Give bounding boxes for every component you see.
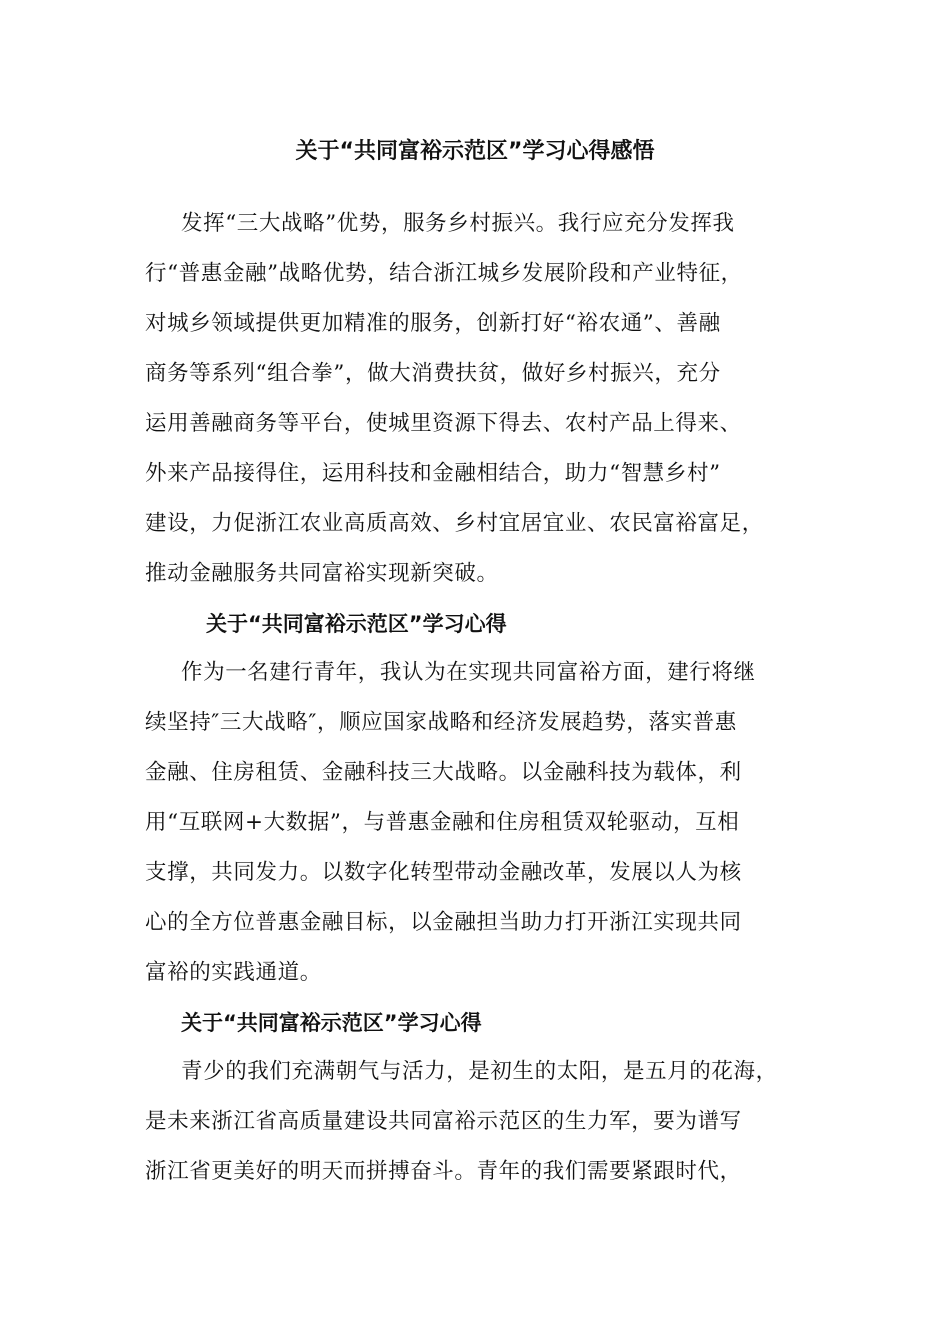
paragraph-line: 推动金融服务共同富裕实现新突破。 — [145, 561, 499, 586]
paragraph-line: 富裕的实践通道。 — [145, 960, 322, 985]
paragraph-line: 支撑，共同发力。以数字化转型带动金融改革，发展以人为核 — [145, 860, 742, 885]
paragraph-line: 心的全方位普惠金融目标，以金融担当助力打开浙江实现共同 — [145, 910, 742, 935]
paragraph-line: 行“普惠金融”战略优势，结合浙江城乡发展阶段和产业特征， — [145, 261, 743, 286]
document-title: 关于“共同富裕示范区”学习心得感悟 — [295, 139, 655, 164]
paragraph-line: 作为一名建行青年，我认为在实现共同富裕方面，建行将继 — [181, 660, 756, 685]
paragraph-line: 是未来浙江省高质量建设共同富裕示范区的生力军，要为谱写 — [145, 1109, 742, 1134]
paragraph-line: 建设，力促浙江农业高质高效、乡村宜居宜业、农民富裕富足， — [145, 511, 764, 536]
paragraph-line: 商务等系列“组合拳”，做大消费扶贫，做好乡村振兴，充分 — [145, 361, 721, 386]
paragraph-line: 青少的我们充满朝气与活力，是初生的太阳，是五月的花海， — [181, 1059, 778, 1084]
paragraph-line: 外来产品接得住，运用科技和金融相结合，助力“智慧乡村” — [145, 461, 721, 486]
paragraph-line: 浙江省更美好的明天而拼搏奋斗。青年的我们需要紧跟时代， — [145, 1159, 742, 1184]
paragraph-line: 用“互联网+大数据”，与普惠金融和住房租赁双轮驱动，互相 — [145, 810, 740, 835]
paragraph-line: 发挥“三大战略”优势，服务乡村振兴。我行应充分发挥我 — [181, 211, 735, 236]
paragraph-line: 运用善融商务等平台，使城里资源下得去、农村产品上得来、 — [145, 411, 742, 436]
section-heading: 关于“共同富裕示范区”学习心得 — [206, 612, 507, 636]
paragraph-line: 金融、住房租赁、金融科技三大战略。以金融科技为载体，利 — [145, 760, 742, 785]
section-heading: 关于“共同富裕示范区”学习心得 — [181, 1011, 482, 1035]
paragraph-line: 续坚持″三大战略″，顺应国家战略和经济发展趋势，落实普惠 — [145, 710, 737, 735]
paragraph-line: 对城乡领域提供更加精准的服务，创新打好“裕农通”、善融 — [145, 311, 721, 336]
